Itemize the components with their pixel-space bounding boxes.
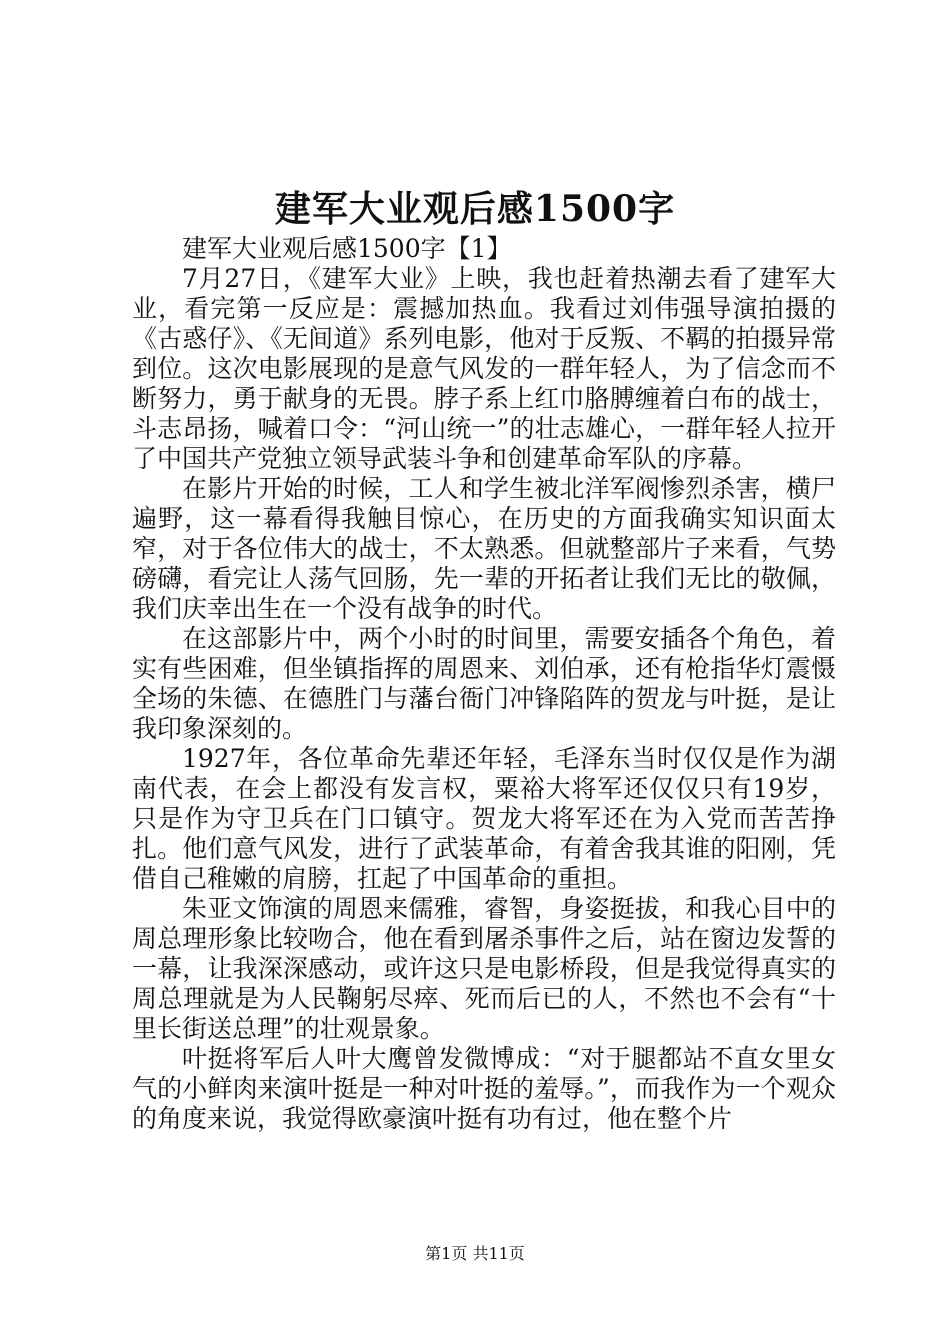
paragraph: 朱亚文饰演的周恩来儒雅，睿智，身姿挺拔，和我心目中的周总理形象比较吻合，他在看到屠杀事件之后，站在窗边发誓的一幕，让我深深感动，或许这只是电影桥段，但是我觉得真实的周总理就是为人民鞠躬尽瘁、死而后已的人，不然也不会有“十里长街送总理”的壮观景象。 bbox=[132, 894, 836, 1043]
page-footer: 第1页 共11页 bbox=[425, 1244, 525, 1263]
paragraph: 1927年，各位革命先辈还年轻，毛泽东当时仅仅是作为湖南代表，在会上都没有发言权，粟裕大将军还仅仅只有19岁，只是作为守卫兵在门口镇守。贺龙大将军还在为入党而苦苦挣扎。他们意气风发，进行了武装革命，有着舍我其谁的阳刚，凭借自己稚嫩的肩膀，扛起了中国革命的重担。 bbox=[132, 744, 836, 893]
paragraph: 在影片开始的时候，工人和学生被北洋军阀惨烈杀害，横尸遍野，这一幕看得我触目惊心，在历史的方面我确实知识面太窄，对于各位伟大的战士，不太熟悉。但就整部片子来看，气势磅礴，看完让人荡气回肠，先一辈的开拓者让我们无比的敬佩，我们庆幸出生在一个没有战争的时代。 bbox=[132, 474, 836, 623]
paragraph: 7月27日，《建军大业》上映，我也赶着热潮去看了建军大业，看完第一反应是：震撼加热血。我看过刘伟强导演拍摄的《古惑仔》、《无间道》系列电影，他对于反叛、不羁的拍摄异常到位。这次电影展现的是意气风发的一群年轻人，为了信念而不断努力，勇于献身的无畏。脖子系上红巾胳膊缠着白布的战士，斗志昂扬，喊着口令：“河山统一”的壮志雄心，一群年轻人拉开了中国共产党独立领导武装斗争和创建革命军队的序幕。 bbox=[132, 264, 836, 473]
document-body bbox=[132, 234, 836, 1134]
paragraph: 在这部影片中，两个小时的时间里，需要安插各个角色，着实有些困难，但坐镇指挥的周恩来、刘伯承，还有枪指华灯震慑全场的朱德、在德胜门与藩台衙门冲锋陷阵的贺龙与叶挺，是让我印象深刻的。 bbox=[132, 624, 836, 743]
document-title: 建军大业观后感1500字 bbox=[274, 188, 676, 230]
section-heading: 建军大业观后感1500字【1】 bbox=[182, 234, 512, 263]
paragraph: 叶挺将军后人叶大鹰曾发微博成：“对于腿都站不直女里女气的小鲜肉来演叶挺是一种对叶挺的羞辱。”，而我作为一个观众的角度来说，我觉得欧豪演叶挺有功有过，他在整个片 bbox=[132, 1044, 836, 1133]
